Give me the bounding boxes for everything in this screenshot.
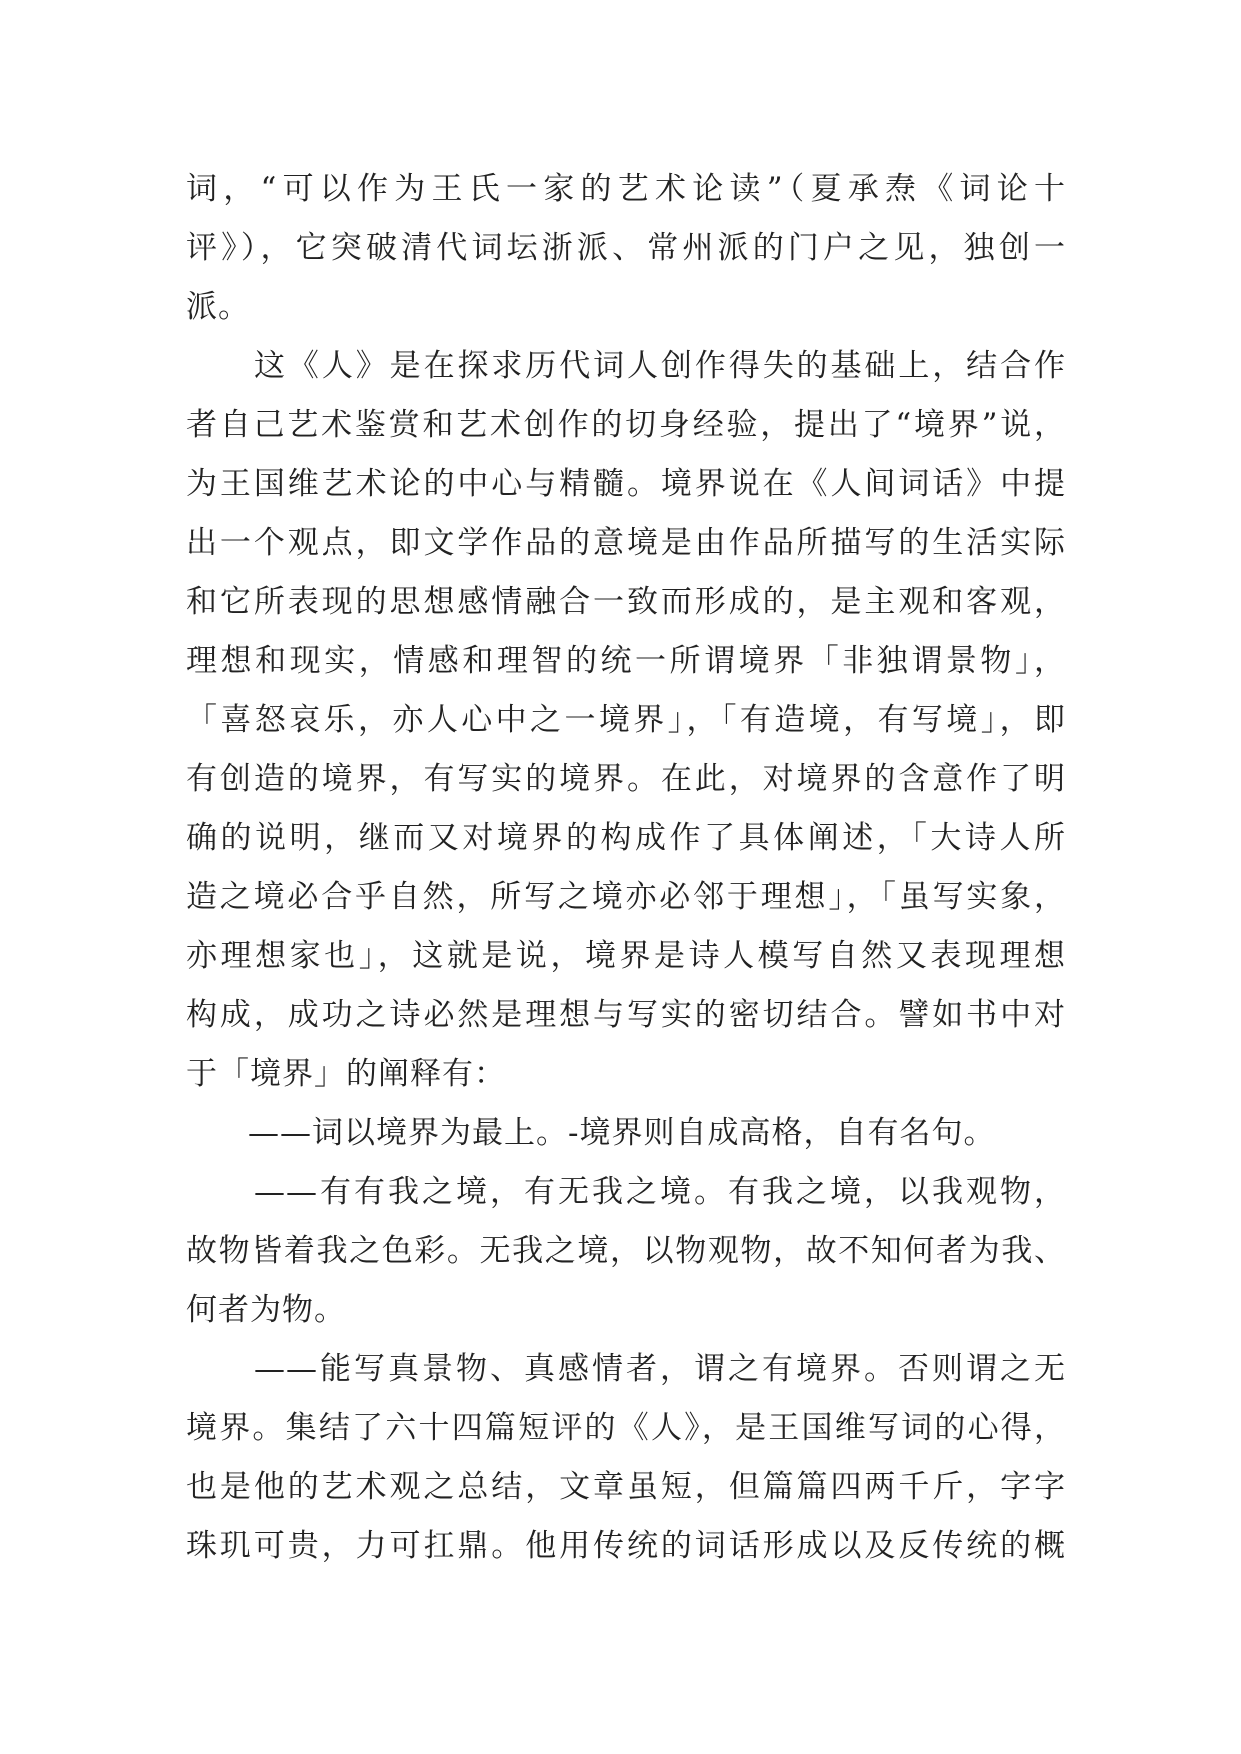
text-line-15: 构成，成功之诗必然是理想与写实的密切结合。譬如书中对 xyxy=(186,997,1066,1033)
text-line-13: 造之境必合乎自然，所写之境亦必邻于理想」，「虽写实象， xyxy=(186,879,1066,915)
document-body xyxy=(186,160,1066,1576)
text-line-24: 珠玑可贵，力可扛鼎。他用传统的词话形成以及反传统的概 xyxy=(186,1528,1066,1564)
text-line-17: ——词以境界为最上。-境界则自成高格，自有名句。 xyxy=(248,1115,996,1151)
text-line-9: 理想和现实，情感和理智的统一所谓境界「非独谓景物」， xyxy=(186,643,1066,679)
text-line-7: 出一个观点，即文学作品的意境是由作品所描写的生活实际 xyxy=(186,525,1066,561)
text-line-14: 亦理想家也」，这就是说，境界是诗人模写自然又表现理想 xyxy=(186,938,1066,974)
text-line-23: 也是他的艺术观之总结，文章虽短，但篇篇四两千斤，字字 xyxy=(186,1469,1066,1505)
text-line-3: 派。 xyxy=(186,289,250,325)
text-line-8: 和它所表现的思想感情融合一致而形成的，是主观和客观， xyxy=(186,584,1066,620)
text-line-5: 者自己艺术鉴赏和艺术创作的切身经验，提出了“境界”说， xyxy=(186,407,1066,443)
text-line-21: ——能写真景物、真感情者，谓之有境界。否则谓之无 xyxy=(254,1351,1066,1387)
text-line-6: 为王国维艺术论的中心与精髓。境界说在《人间词话》中提 xyxy=(186,466,1066,502)
text-line-16: 于「境界」的阐释有： xyxy=(186,1056,506,1092)
text-line-12: 确的说明，继而又对境界的构成作了具体阐述，「大诗人所 xyxy=(186,820,1066,856)
text-line-18: ——有有我之境，有无我之境。有我之境，以我观物， xyxy=(254,1174,1066,1210)
text-line-22: 境界。集结了六十四篇短评的《人》，是王国维写词的心得， xyxy=(186,1410,1066,1446)
text-line-4: 这《人》是在探求历代词人创作得失的基础上，结合作 xyxy=(254,348,1066,384)
text-line-19: 故物皆着我之色彩。无我之境，以物观物，故不知何者为我、 xyxy=(186,1233,1066,1269)
text-line-1: 词，“可以作为王氏一家的艺术论读”（夏承焘《词论十 xyxy=(186,171,1066,207)
text-line-10: 「喜怒哀乐，亦人心中之一境界」，「有造境，有写境」，即 xyxy=(186,702,1066,738)
text-line-2: 评》），它突破清代词坛浙派、常州派的门户之见，独创一 xyxy=(186,230,1066,266)
text-line-11: 有创造的境界，有写实的境界。在此，对境界的含意作了明 xyxy=(186,761,1066,797)
text-line-20: 何者为物。 xyxy=(186,1292,346,1328)
